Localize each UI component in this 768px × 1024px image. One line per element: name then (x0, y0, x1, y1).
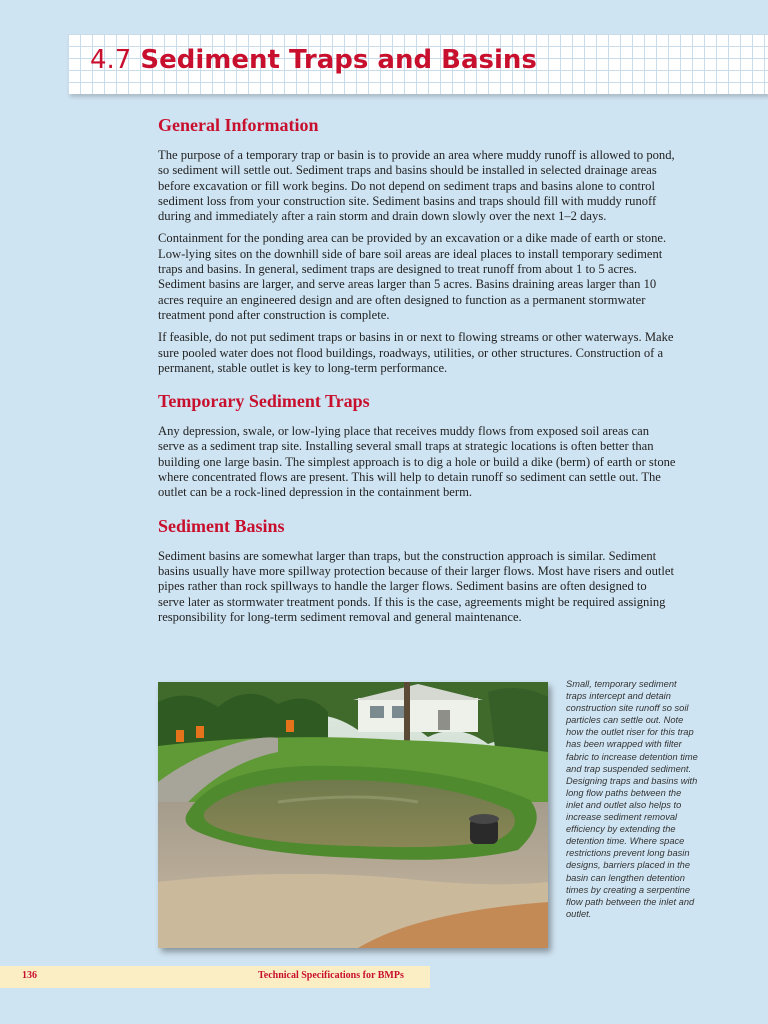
traffic-barrel (286, 720, 294, 732)
traffic-barrel (196, 726, 204, 738)
section-heading: General Information (158, 115, 319, 135)
house-window (370, 706, 384, 718)
figure-caption: Small, temporary sediment traps intercept and detain construction site runoff so soil particles can settle out. Note how the outlet riser for this trap has been wrapped with filter fabric to increase detention time and trap suspended sediment. Designing traps and basins with long flow paths between the inlet and outlet also helps to increase sediment removal efficiency by extending the detention time. Where space restrictions prevent long basin designs, barriers placed in the basin can lengthen detention times by creating a serpentine flow path between the inlet and outlet. (566, 679, 698, 919)
section-number: 4.7 (90, 45, 132, 75)
section-title (90, 40, 537, 80)
paragraph: Any depression, swale, or low-lying place that receives muddy flows from exposed soil areas can serve as a sediment trap site. Installing several small traps at strategic locations is often better than building one large basin. The simplest approach is to dig a hole or build a dike (berm) of earth or stone where concentrated flows are present. This will help to detain runoff so sediment can settle out. The outlet can be a rock-lined depression in the containment berm. (158, 424, 676, 500)
footer-publication-title: Technical Specifications for BMPs (258, 970, 404, 981)
paragraph: Sediment basins are somewhat larger than traps, but the construction approach is similar. Sediment basins usually have more spillway protection because of their larger flows. Most have risers and outlet pipes rather than rock spillways to handle the larger flows. Sediment basins are often designed to serve later as stormwater treatment ponds. If this is the case, agreements might be required assigning responsibility for long-term sediment removal and general maintenance. (158, 548, 674, 624)
paragraph: Containment for the ponding area can be provided by an excavation or a dike made of earth or stone. Low-lying sites on the downhill side of bare soil areas are ideal places to install temporary sediment traps and basins. In general, sediment traps are designed to treat runoff from about 1 to 5 acres. Sediment basins are larger, and serve areas larger than 5 acres. Basins draining areas larger than 10 acres require an engineered design and are often designed to function as a permanent stormwater treatment pond after construction is complete. (158, 231, 667, 322)
main-content (158, 112, 676, 637)
section-general-information (158, 112, 676, 376)
section-name: Sediment Traps and Basins (140, 45, 537, 75)
paragraph: If feasible, do not put sediment traps or basins in or next to flowing streams or other waterways. Make sure pooled water does not flood buildings, roadways, utilities, or other structures. Construction of a permanent, stable outlet is key to long-term performance. (158, 330, 674, 375)
house-door (438, 710, 450, 730)
section-heading: Sediment Basins (158, 515, 285, 536)
section-heading: Temporary Sediment Traps (158, 391, 370, 412)
sediment-trap-illustration (158, 682, 548, 948)
section-temporary-sediment-traps (158, 388, 676, 500)
outlet-riser-top (469, 814, 499, 824)
traffic-barrel (176, 730, 184, 742)
section-sediment-basins (158, 513, 676, 625)
page-number: 136 (22, 970, 37, 981)
paragraph: The purpose of a temporary trap or basin is to provide an area where muddy runoff is allowed to pond, so sediment will settle out. Sediment traps and basins should be installed in selected drainage areas before excavation or fill work begins. Do not depend on sediment traps and basins alone to control sediment loss from your construction site. Sediment basins and traps should fill with muddy runoff during and immediately after a rain storm and drain down slowly over the next 1–2 days. (158, 148, 675, 224)
sediment-trap-photo (158, 682, 548, 948)
house-window (392, 706, 406, 718)
